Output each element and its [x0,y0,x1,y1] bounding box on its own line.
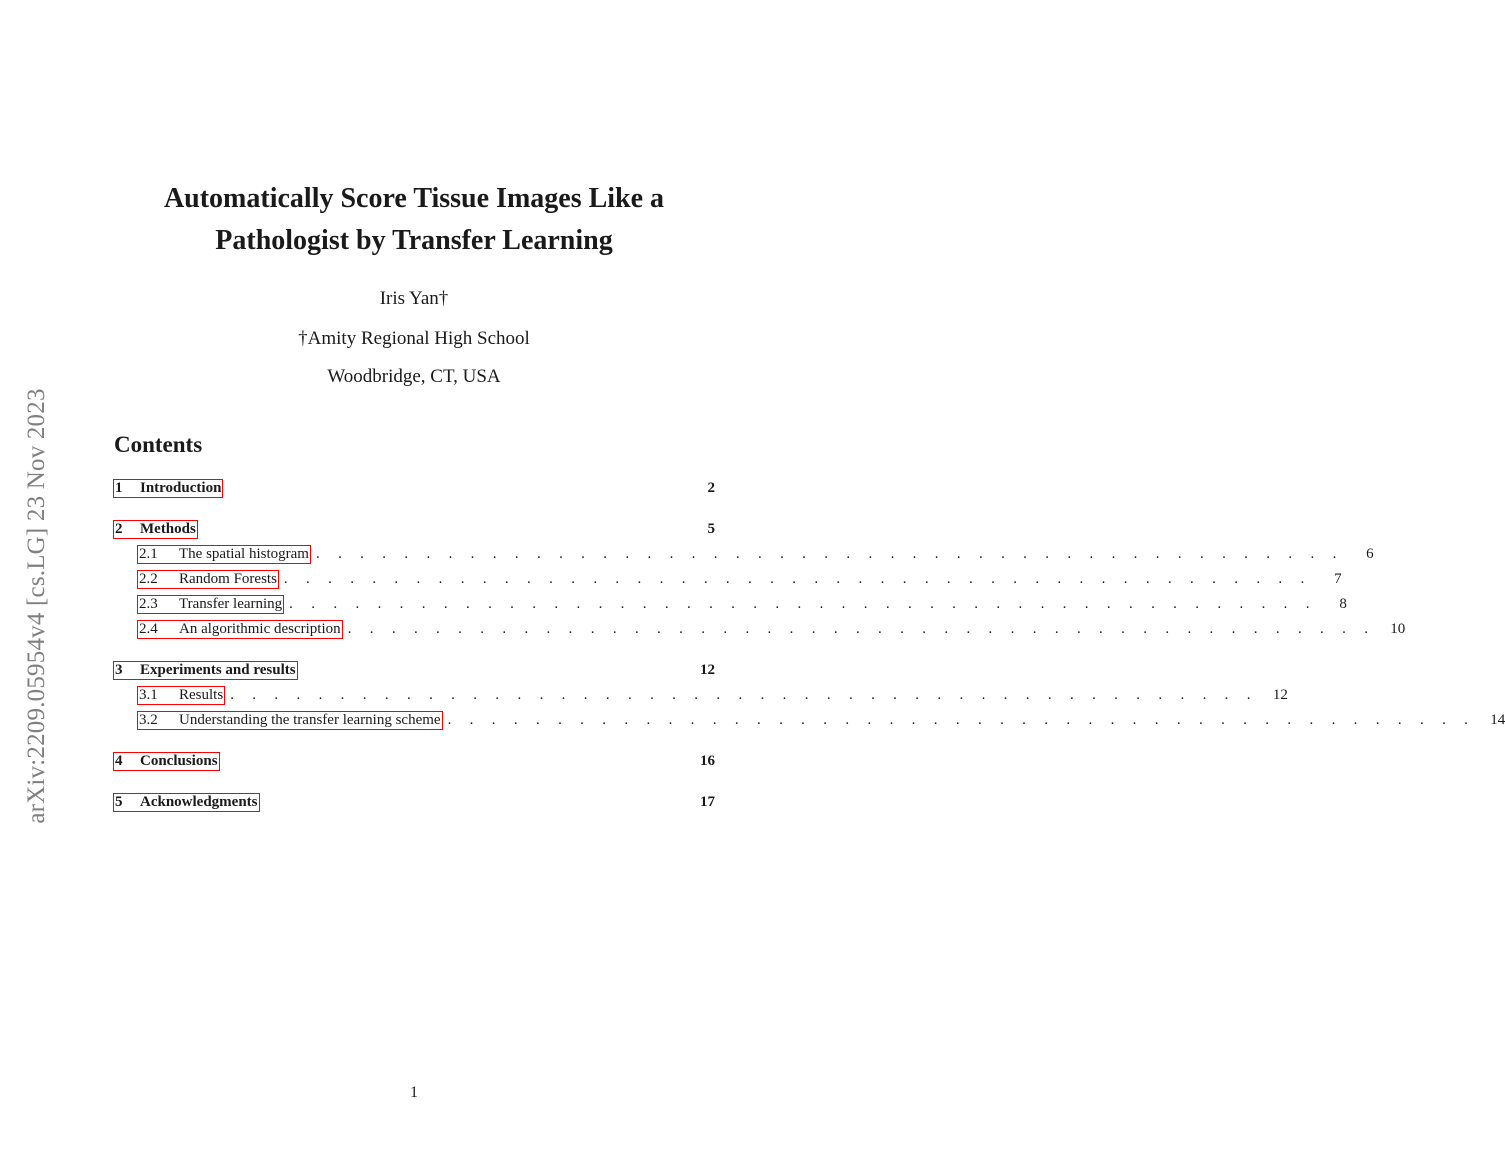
author-name: Iris Yan† [379,288,449,309]
toc-page-number: 2 [707,480,715,496]
toc-leader-dots: . . . . . . . . . . . . . . . . . . . . . . . . . . . . . . . . . . . . . . . . . . . . . . . [315,546,1344,562]
toc-subsection-results [114,687,1288,712]
toc-leader-dots: . . . . . . . . . . . . . . . . . . . . . . . . . . . . . . . . . . . . . . . . . . . . . . . [347,621,1376,637]
arxiv-identifier-stamp: arXiv:2209.05954v4 [cs.LG] 23 Nov 2023 [23,388,50,824]
toc-link-understanding-transfer[interactable]: 3.2 Understanding the transfer learning scheme [139,712,441,728]
toc-subsection-spatial-histogram [114,546,1374,571]
toc-leader-dots: . . . . . . . . . . . . . . . . . . . . . . . . . . . . . . . . . . . . . . . . . . . . . . . [283,571,1312,587]
toc-subsection-understanding-transfer [114,712,1505,737]
toc-link-random-forests[interactable]: 2.2 Random Forests [139,571,277,587]
toc-leader-dots: . . . . . . . . . . . . . . . . . . . . . . . . . . . . . . . . . . . . . . . . . . . . . . . [447,712,1476,728]
author-affiliation: †Amity Regional High School [298,328,530,349]
toc-link-algorithmic-description[interactable]: 2.4 An algorithmic description [139,621,341,637]
toc-link-transfer-learning[interactable]: 2.3 Transfer learning [139,596,283,612]
toc-link-experiments[interactable]: 3 Experiments and results [115,662,296,678]
toc-link-spatial-histogram[interactable]: 2.1 The spatial histogram [139,546,309,562]
toc-page-number: 17 [700,794,715,810]
toc-page-number: 6 [1366,546,1374,562]
page-number: 1 [410,1084,418,1101]
toc-leader-dots: . . . . . . . . . . . . . . . . . . . . . . . . . . . . . . . . . . . . . . . . . . . . . . . [230,687,1258,703]
toc-section-introduction [114,480,715,505]
toc-page-number: 16 [700,753,715,769]
toc-section-conclusions [114,753,715,778]
contents-heading: Contents [114,432,203,457]
title-line-1: Automatically Score Tissue Images Like a [163,183,665,214]
title-line-2: Pathologist by Transfer Learning [215,225,613,256]
toc-page-number: 10 [1390,621,1406,637]
toc-subsection-algorithmic-description [114,621,1406,646]
toc-section-acknowledgments [114,794,715,819]
toc-link-acknowledgments[interactable]: 5 Acknowledgments [115,794,258,810]
toc-subsection-random-forests [114,571,1342,596]
toc-page-number: 12 [1272,687,1288,703]
toc-link-results[interactable]: 3.1 Results [139,687,224,703]
toc-section-experiments [114,662,715,687]
toc-page-number: 12 [700,662,715,678]
author-location: Woodbridge, CT, USA [327,366,501,387]
toc-section-methods [114,521,715,546]
toc-leader-dots: . . . . . . . . . . . . . . . . . . . . . . . . . . . . . . . . . . . . . . . . . . . . . . . [289,596,1317,612]
toc-page-number: 7 [1334,571,1342,587]
paper-title [114,178,714,262]
toc-page-number: 5 [707,521,715,537]
toc-subsection-transfer-learning [114,596,1347,621]
toc-link-conclusions[interactable]: 4 Conclusions [115,753,218,769]
toc-page-number: 14 [1490,712,1505,728]
toc-link-introduction[interactable]: 1 Introduction [115,480,222,496]
toc-page-number: 8 [1339,596,1347,612]
toc-link-methods[interactable]: 2 Methods [115,521,196,537]
table-of-contents [114,480,1505,819]
